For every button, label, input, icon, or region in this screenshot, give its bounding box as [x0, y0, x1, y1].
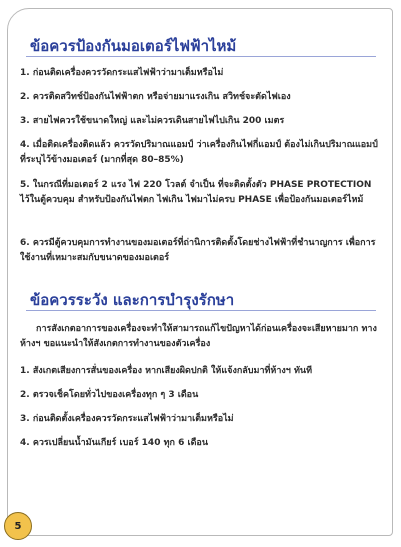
page-frame	[7, 8, 393, 536]
protection-item-1: 1. ก่อนติดเครื่องควรวัดกระแสไฟฟ้าว่ามาเต็มหรือไม่	[20, 68, 224, 78]
protection-item-5: 5. ในกรณีที่มอเตอร์ 2 แรง ไฟ 220 โวลต์ จำเป็น ที่จะติดตั้งตัว PHASE PROTECTION ไว้ในตู้ควบคุม สำหรับป้องกันไฟตก ไฟเกิน ไฟมาไม่ครบ PHASE เพื่อป้องกันมอเตอร์ไหม้	[20, 180, 372, 205]
section-title-maintenance: ข้อควรระวัง และการบำรุงรักษา	[30, 291, 235, 309]
maintenance-item-3: 3. ก่อนติดตั้งเครื่องควรวัดกระแสไฟฟ้าว่ามาเต็มหรือไม่	[20, 414, 234, 424]
maintenance-item-2: 2. ตรวจเช็คโดยทั่วไปของเครื่องทุก ๆ 3 เดือน	[20, 390, 199, 400]
protection-item-4: 4. เมื่อติดเครื่องติดแล้ว ควรวัดปริมาณแอมป์ ว่าเครื่องกินไฟกี่แอมป์ ต้องไม่เกินปริมาณแอมป์ที่ระบุไว้ข้างมอเตอร์ (มากที่สุด 80–85%)	[20, 140, 378, 165]
page-number-badge: 5	[4, 512, 32, 540]
title-underline	[26, 310, 376, 311]
protection-item-6: 6. ควรมีตู้ควบคุมการทำงานของมอเตอร์ที่ถ่านิการติดตั้งโดยช่างไฟฟ้าที่ชำนาญการ เพื่อการใช้งานที่เหมาะสมกับขนาดของมอเตอร์	[20, 238, 376, 263]
maintenance-intro: การสังเกตอาการของเครื่องจะทำให้สามารถแก้ไขปัญหาได้ก่อนเครื่องจะเสียหายมาก ทางห้างฯ ขอแนะนำให้สังเกตการทำงานของตัวเครื่อง	[20, 324, 377, 349]
maintenance-item-1: 1. สังเกตเสียงการสั่นของเครื่อง หากเสียงผิดปกติ ให้แจ้งกลับมาที่ห้างฯ ทันที	[20, 366, 313, 376]
maintenance-item-4: 4. ควรเปลี่ยนน้ำมันเกียร์ เบอร์ 140 ทุก 6 เดือน	[20, 438, 208, 448]
protection-item-3: 3. สายไฟควรใช้ขนาดใหญ่ และไม่ควรเดินสายไฟไปเกิน 200 เมตร	[20, 116, 285, 126]
title-underline	[26, 56, 376, 57]
section-title-motor-protection: ข้อควรป้องกันมอเตอร์ไฟฟ้าไหม้	[30, 37, 237, 55]
protection-item-2: 2. ควรติดสวิทช์ป้องกันไฟฟ้าตก หรือจ่ายมาแรงเกิน สวิทช์จะตัดไฟเอง	[20, 92, 291, 102]
